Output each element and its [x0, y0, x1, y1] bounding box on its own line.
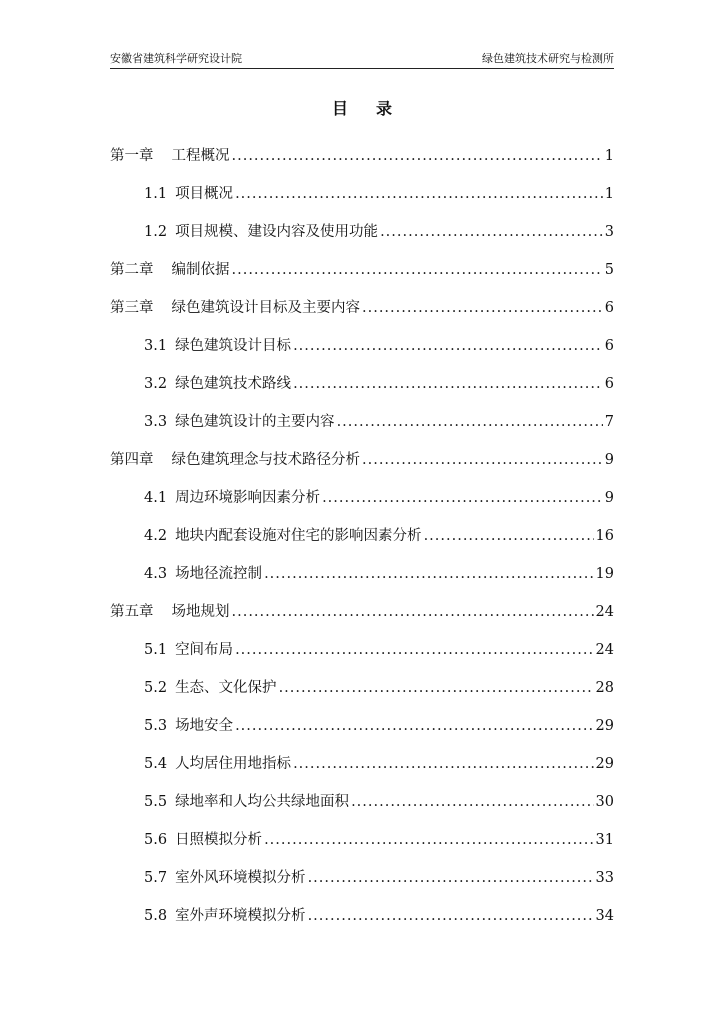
toc-section-entry[interactable] — [110, 403, 614, 441]
toc-entry-label — [144, 783, 349, 821]
toc-section-entry[interactable] — [110, 631, 614, 669]
toc-page-number: 28 — [595, 680, 614, 696]
header-institute: 安徽省建筑科学研究设计院 — [110, 52, 242, 65]
toc-page-number: 33 — [595, 870, 614, 886]
toc-page-number: 6 — [604, 300, 614, 316]
toc-page-number: 9 — [604, 452, 614, 468]
toc-entry-text: 项目概况 — [175, 186, 234, 202]
toc-leader-dots — [380, 213, 603, 251]
toc-leader-dots — [235, 175, 603, 213]
toc-entry-number: 5.7 — [144, 870, 168, 886]
page-title: 目录 — [331, 99, 420, 118]
toc-page-number: 6 — [604, 338, 614, 354]
toc-entry-text: 场地径流控制 — [175, 566, 263, 582]
toc-entry-label — [144, 821, 262, 859]
toc-entry-text: 生态、文化保护 — [175, 680, 277, 696]
toc-page-number: 5 — [604, 262, 614, 278]
toc-page-number: 24 — [595, 642, 614, 658]
toc-entry-label — [144, 745, 291, 783]
toc-page-number: 24 — [595, 604, 614, 620]
toc-entry-text: 绿色建筑设计目标 — [175, 338, 292, 354]
toc-leader-dots — [279, 669, 594, 707]
toc-page-number: 9 — [604, 490, 614, 506]
toc-page-number: 29 — [595, 756, 614, 772]
toc-entry-label — [144, 897, 306, 935]
toc-leader-dots — [308, 859, 594, 897]
toc-chapter-entry[interactable] — [110, 289, 614, 327]
toc-chapter-entry[interactable] — [110, 441, 614, 479]
toc-leader-dots — [264, 555, 593, 593]
toc-section-entry[interactable] — [110, 213, 614, 251]
toc-entry-number: 第五章 — [110, 604, 154, 620]
toc-entry-label — [110, 251, 230, 289]
toc-entry-text: 室外声环境模拟分析 — [175, 908, 306, 924]
toc-entry-number: 第二章 — [110, 262, 154, 278]
toc-section-entry[interactable] — [110, 821, 614, 859]
toc-entry-number: 5.4 — [144, 756, 168, 772]
toc-page-number: 31 — [595, 832, 614, 848]
toc-leader-dots — [322, 479, 603, 517]
toc-entry-label — [144, 213, 378, 251]
toc-page-number: 7 — [604, 414, 614, 430]
toc-entry-text: 绿色建筑技术路线 — [175, 376, 292, 392]
toc-section-entry[interactable] — [110, 365, 614, 403]
toc-entry-number: 5.5 — [144, 794, 168, 810]
toc-leader-dots — [232, 251, 603, 289]
toc-leader-dots — [232, 137, 603, 175]
toc-leader-dots — [264, 821, 593, 859]
toc-section-entry[interactable] — [110, 783, 614, 821]
table-of-contents — [110, 137, 614, 935]
toc-entry-label — [144, 517, 422, 555]
toc-leader-dots — [308, 897, 594, 935]
toc-page-number: 6 — [604, 376, 614, 392]
toc-section-entry[interactable] — [110, 897, 614, 935]
toc-entry-number: 第四章 — [110, 452, 154, 468]
toc-leader-dots — [232, 593, 594, 631]
toc-section-entry[interactable] — [110, 555, 614, 593]
toc-leader-dots — [293, 327, 603, 365]
toc-entry-label — [144, 403, 335, 441]
toc-entry-label — [144, 327, 291, 365]
toc-entry-text: 室外风环境模拟分析 — [175, 870, 306, 886]
toc-entry-number: 4.3 — [144, 566, 168, 582]
toc-entry-text: 绿色建筑设计目标及主要内容 — [171, 300, 360, 316]
toc-leader-dots — [424, 517, 594, 555]
toc-entry-number: 第三章 — [110, 300, 154, 316]
toc-chapter-entry[interactable] — [110, 593, 614, 631]
page-header — [110, 50, 614, 69]
toc-entry-number: 5.6 — [144, 832, 168, 848]
toc-section-entry[interactable] — [110, 517, 614, 555]
toc-page-number: 16 — [595, 528, 614, 544]
header-department: 绿色建筑技术研究与检测所 — [482, 52, 614, 65]
toc-entry-number: 4.2 — [144, 528, 168, 544]
toc-entry-text: 绿色建筑设计的主要内容 — [175, 414, 335, 430]
toc-entry-label — [110, 289, 360, 327]
toc-entry-label — [110, 441, 360, 479]
toc-leader-dots — [351, 783, 593, 821]
toc-chapter-entry[interactable] — [110, 251, 614, 289]
toc-entry-number: 5.3 — [144, 718, 168, 734]
toc-entry-text: 项目规模、建设内容及使用功能 — [175, 224, 379, 240]
toc-page-number: 1 — [604, 148, 614, 164]
toc-entry-number: 3.1 — [144, 338, 168, 354]
toc-entry-label — [110, 593, 230, 631]
toc-section-entry[interactable] — [110, 479, 614, 517]
toc-entry-label — [110, 137, 230, 175]
toc-entry-number: 5.1 — [144, 642, 168, 658]
toc-entry-text: 场地规划 — [171, 604, 230, 620]
toc-entry-label — [144, 555, 262, 593]
toc-entry-number: 1.2 — [144, 224, 168, 240]
toc-entry-text: 绿地率和人均公共绿地面积 — [175, 794, 350, 810]
toc-entry-text: 编制依据 — [171, 262, 230, 278]
toc-page-number: 3 — [604, 224, 614, 240]
toc-entry-text: 日照模拟分析 — [175, 832, 263, 848]
toc-leader-dots — [362, 289, 603, 327]
toc-entry-text: 人均居住用地指标 — [175, 756, 292, 772]
toc-entry-label — [144, 669, 277, 707]
toc-entry-text: 周边环境影响因素分析 — [175, 490, 321, 506]
toc-section-entry[interactable] — [110, 175, 614, 213]
toc-page-number: 1 — [604, 186, 614, 202]
toc-leader-dots — [293, 365, 603, 403]
toc-entry-text: 工程概况 — [171, 148, 230, 164]
toc-entry-label — [144, 479, 320, 517]
toc-leader-dots — [293, 745, 593, 783]
toc-page-number: 34 — [595, 908, 614, 924]
toc-entry-text: 空间布局 — [175, 642, 234, 658]
toc-entry-label — [144, 859, 306, 897]
toc-entry-label — [144, 175, 233, 213]
toc-chapter-entry[interactable] — [110, 137, 614, 175]
toc-entry-label — [144, 365, 291, 403]
toc-entry-label — [144, 631, 233, 669]
toc-page-number: 29 — [595, 718, 614, 734]
toc-section-entry[interactable] — [110, 707, 614, 745]
toc-entry-number: 5.8 — [144, 908, 168, 924]
toc-entry-text: 地块内配套设施对住宅的影响因素分析 — [175, 528, 422, 544]
toc-entry-text: 绿色建筑理念与技术路径分析 — [171, 452, 360, 468]
toc-section-entry[interactable] — [110, 327, 614, 365]
toc-page-number: 30 — [595, 794, 614, 810]
toc-leader-dots — [235, 707, 593, 745]
toc-entry-number: 第一章 — [110, 148, 154, 164]
toc-leader-dots — [337, 403, 603, 441]
toc-entry-number: 5.2 — [144, 680, 168, 696]
toc-entry-number: 4.1 — [144, 490, 168, 506]
toc-leader-dots — [362, 441, 603, 479]
toc-entry-number: 3.2 — [144, 376, 168, 392]
toc-section-entry[interactable] — [110, 669, 614, 707]
toc-leader-dots — [235, 631, 593, 669]
toc-page-number: 19 — [595, 566, 614, 582]
toc-entry-label — [144, 707, 233, 745]
toc-section-entry[interactable] — [110, 859, 614, 897]
toc-section-entry[interactable] — [110, 745, 614, 783]
toc-entry-number: 1.1 — [144, 186, 168, 202]
toc-entry-text: 场地安全 — [175, 718, 234, 734]
toc-entry-number: 3.3 — [144, 414, 168, 430]
